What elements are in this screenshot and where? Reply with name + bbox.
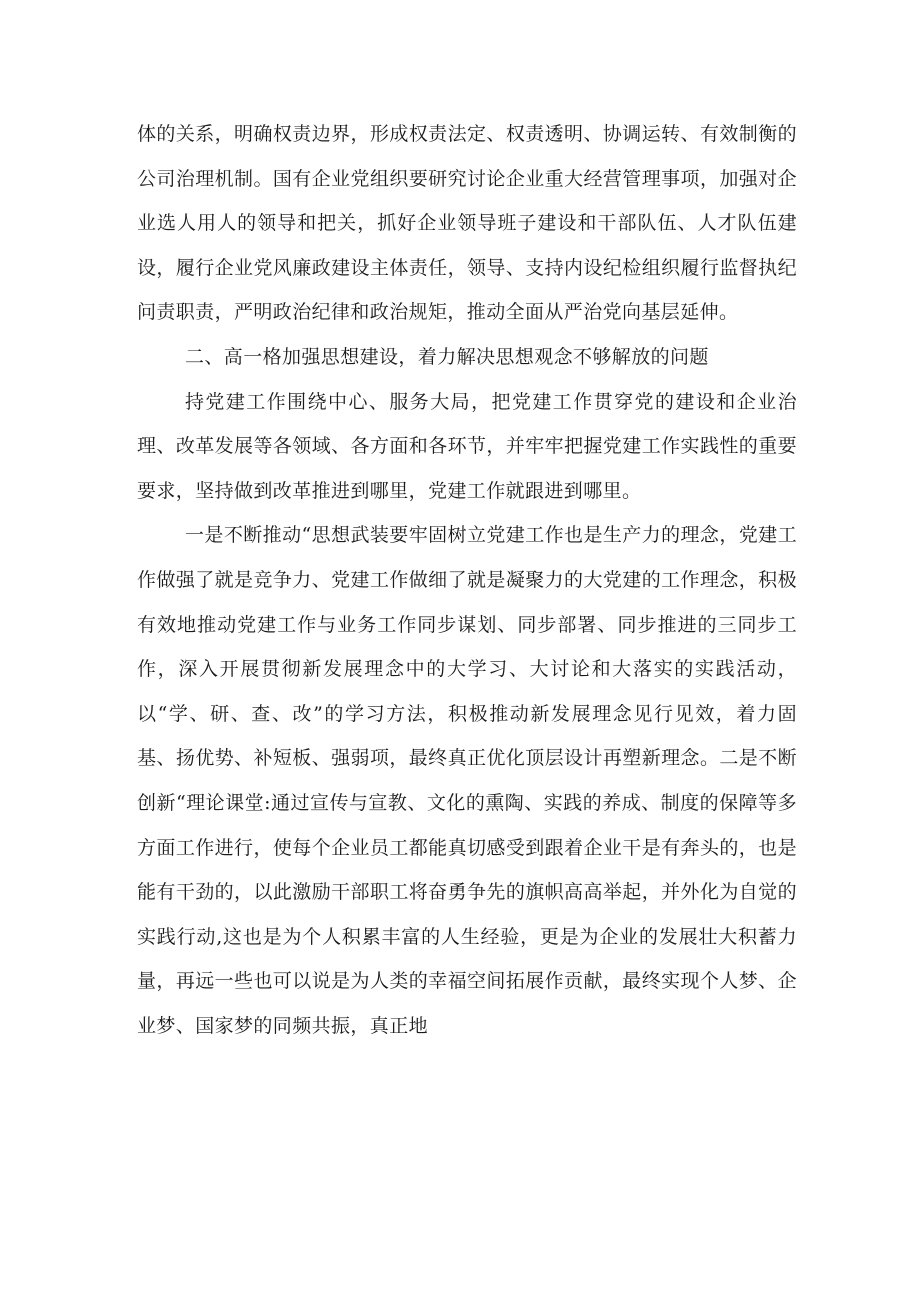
paragraph-party-building: 持党建工作围绕中心、服务大局，把党建工作贯穿党的建设和企业治理、改革发展等各领域、各方面和各环节，并牢牢把握党建工作实践性的重要要求，坚持做到改革推进到哪里，党建工作就跟进到哪里。 — [137, 390, 797, 502]
section-heading-ideology: 二、高一格加强思想建设，着力解决思想观念不够解放的问题 — [185, 345, 709, 368]
paragraph-measures: 一是不断推动“思想武装要牢固树立党建工作也是生产力的理念，党建工作做强了就是竞争力、党建工作做细了就是凝聚力的大党建的工作理念，积极有效地推动党建工作与业务工作同步谋划、同步部署、同步推进的三同步工作，深入开展贯彻新发展理念中的大学习、大讨论和大落实的实践活动，以“学、研、查、改”的学习方法，积极推动新发展理念见行见效，着力固基、扬优势、补短板、强弱项，最终真正优化顶层设计再塑新理念。二是不断创新“理论课堂:通过宣传与宣教、文化的熏陶、实践的养成、制度的保障等多方面工作进行，使每个企业员工都能真切感受到跟着企业干是有奔头的，也是能有干劲的，以此激励干部职工将奋勇争先的旗帜高高举起，并外化为自觉的实践行动,这也是为个人积累丰富的人生经验，更是为企业的发展壮大积蓄力量，再远一些也可以说是为人类的幸福空间拓展作贡献，最终实现个人梦、企业梦、国家梦的同频共振，真正地 — [137, 524, 797, 1037]
body-text — [137, 112, 797, 1048]
paragraph-governance: 体的关系，明确权责边界，形成权责法定、权责透明、协调运转、有效制衡的公司治理机制。国有企业党组织要研究讨论企业重大经营管理事项，加强对企业选人用人的领导和把关，抓好企业领导班子建设和干部队伍、人才队伍建设，履行企业党风廉政建设主体责任，领导、支持内设纪检组织履行监督执纪问责职责，严明政治纪律和政治规矩，推动全面从严治党向基层延伸。 — [137, 123, 797, 324]
